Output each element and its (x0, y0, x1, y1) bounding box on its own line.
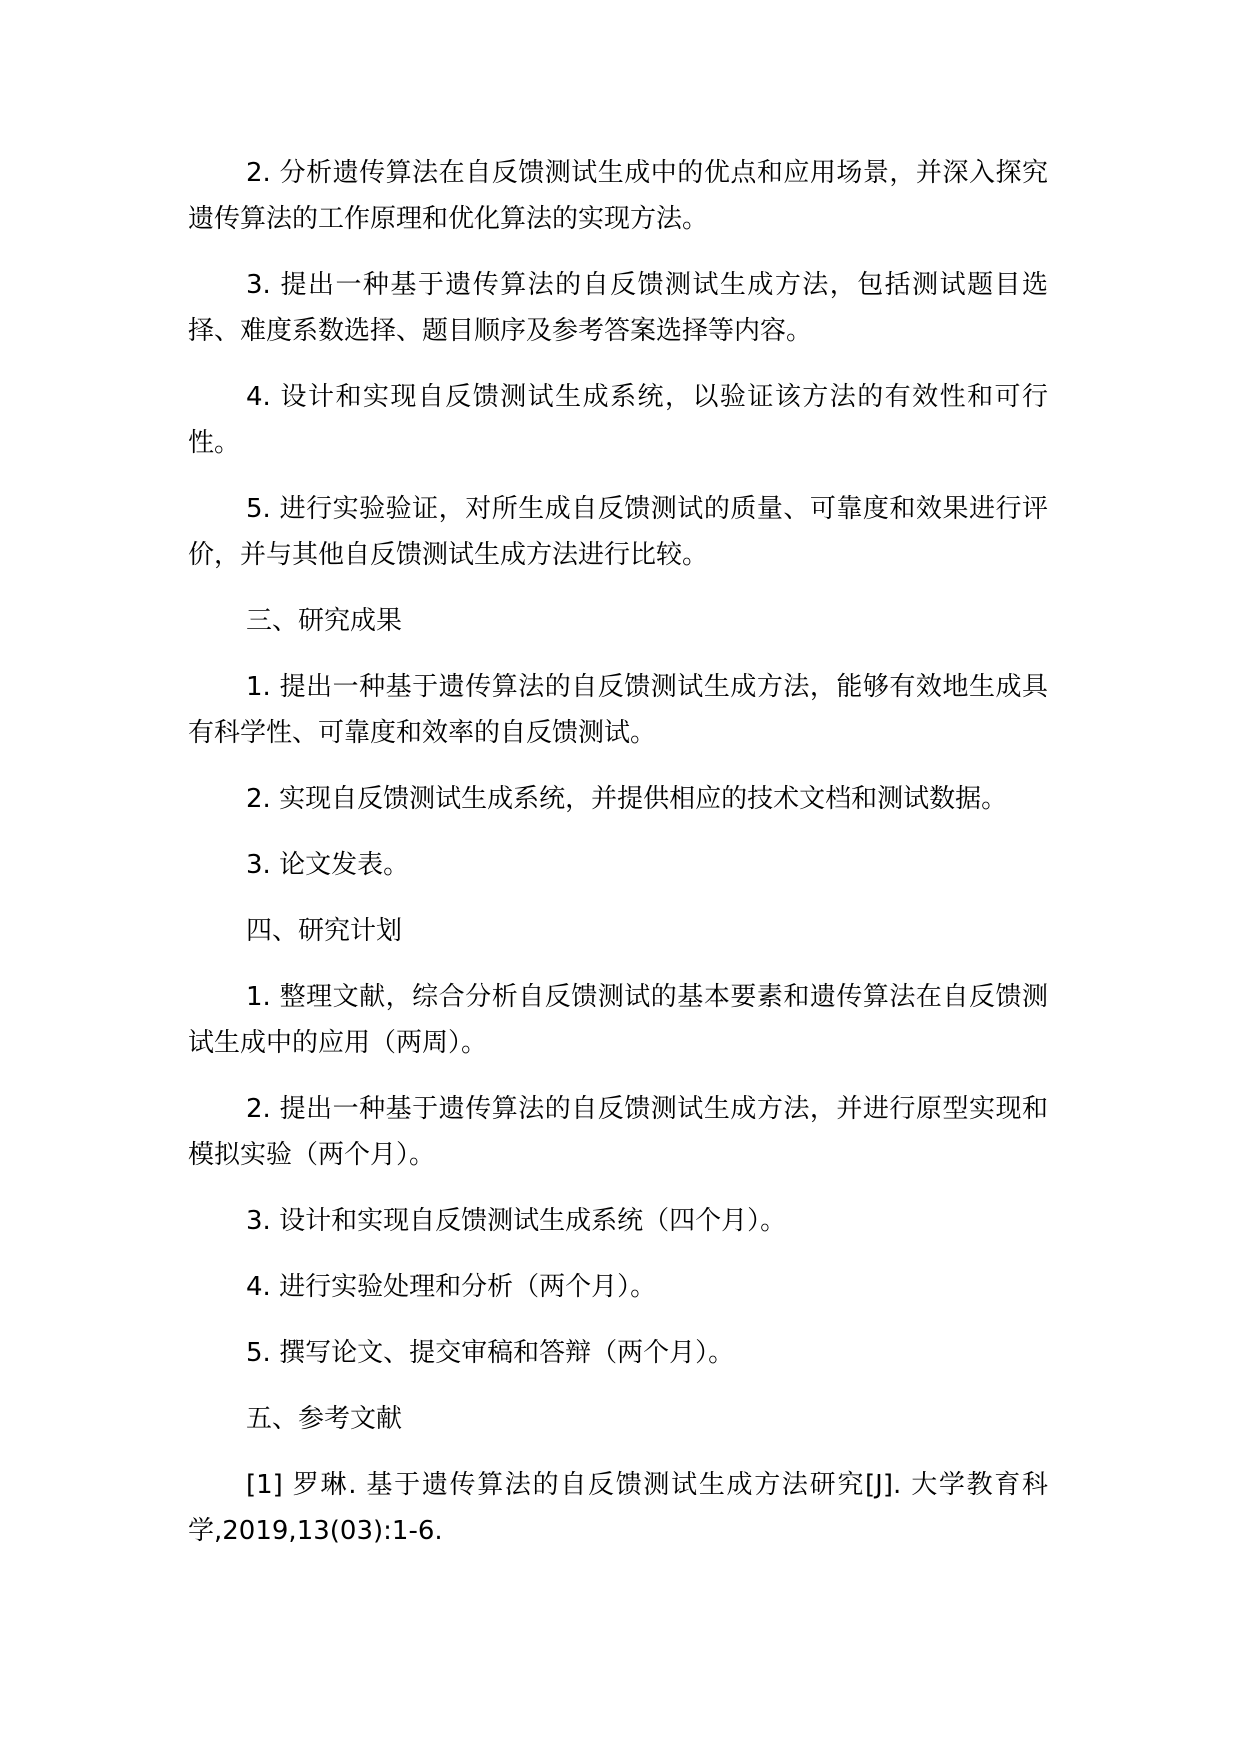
plan-item-2: 2. 提出一种基于遗传算法的自反馈测试生成方法，并进行原型实现和模拟实验（两个月）。 (188, 1094, 1048, 1170)
reference-item-1: [1] 罗琳. 基于遗传算法的自反馈测试生成方法研究[J]. 大学教育科学,2019,13(03):1-6. (188, 1470, 1048, 1546)
plan-item-5: 5. 撰写论文、提交审稿和答辩（两个月）。 (246, 1338, 735, 1368)
result-item-1: 1. 提出一种基于遗传算法的自反馈测试生成方法，能够有效地生成具有科学性、可靠度和效率的自反馈测试。 (188, 672, 1048, 748)
plan-item-3: 3. 设计和实现自反馈测试生成系统（四个月）。 (246, 1206, 787, 1236)
section-heading-references: 五、参考文献 (246, 1404, 403, 1434)
section-heading-results: 三、研究成果 (246, 606, 403, 636)
item-experiment: 5. 进行实验验证，对所生成自反馈测试的质量、可靠度和效果进行评价，并与其他自反馈测试生成方法进行比较。 (188, 494, 1048, 570)
plan-item-1: 1. 整理文献，综合分析自反馈测试的基本要素和遗传算法在自反馈测试生成中的应用（两周）。 (188, 982, 1048, 1058)
section-heading-plan: 四、研究计划 (246, 916, 403, 946)
result-item-3: 3. 论文发表。 (246, 850, 410, 880)
document-page (188, 150, 1048, 1574)
plan-item-4: 4. 进行实验处理和分析（两个月）。 (246, 1272, 657, 1302)
result-item-2: 2. 实现自反馈测试生成系统，并提供相应的技术文档和测试数据。 (246, 784, 1008, 814)
item-analysis-ga: 2. 分析遗传算法在自反馈测试生成中的优点和应用场景，并深入探究遗传算法的工作原理和优化算法的实现方法。 (188, 158, 1048, 234)
item-propose-method: 3. 提出一种基于遗传算法的自反馈测试生成方法，包括测试题目选择、难度系数选择、题目顺序及参考答案选择等内容。 (188, 270, 1048, 346)
item-design-system: 4. 设计和实现自反馈测试生成系统，以验证该方法的有效性和可行性。 (188, 382, 1048, 458)
